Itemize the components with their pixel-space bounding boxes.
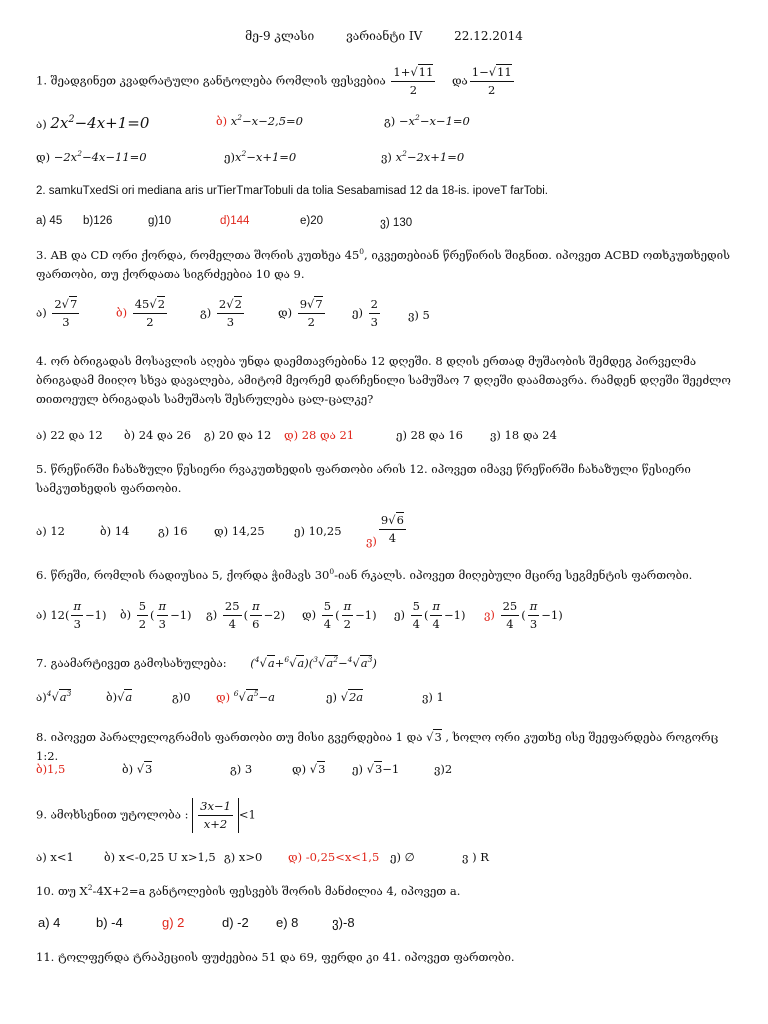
q7-option-a[interactable]: $ა)^4√a^3$ <box>36 689 72 704</box>
question-3: 3. AB და CD ორი ქორდა, რომელთა შორის კუთხეა $45^0$, იკვეთებიან წრეწირის შიგნით. იპოვეთ ACBD ოთხკუთხედის ფართობი, თუ ქორდათა სიგრძეებია 10 და 9. <box>36 247 731 281</box>
q1-option-a[interactable]: ა) $2x^2-4x+1=0$ <box>36 114 150 132</box>
q8-option-v[interactable]: ვ)2 <box>434 762 453 776</box>
q7-option-v[interactable]: ვ) 1 <box>422 690 444 704</box>
question-6: 6. წრეში, რომლის რადიუსია 5, ქორდა ჭიმავს $30^0$-იან რკალს. იპოვეთ მიღებული მცირე სეგმენტის ფართობი. <box>36 567 693 582</box>
q1-option-v[interactable]: ვ) $x^2-2x+1=0$ <box>381 149 465 164</box>
q6-option-v[interactable]: ვ) $\frac{25}{4}$ ( $\frac{\pi}{3}$ −1) <box>484 599 563 631</box>
q5-options <box>36 512 736 552</box>
question-1: 1. შეადგინეთ კვადრატული განტოლება რომლის ფესვებია $\frac{1+√11}{2}$ და $\frac{1-√11}{2}$ <box>36 65 512 97</box>
root-2-fraction: $\frac{1-√11}{2}$ <box>471 65 512 97</box>
q4-option-a[interactable]: ა) 22 და 12 <box>36 428 103 442</box>
page-header <box>0 29 768 43</box>
question-4: 4. ორ ბრიგადას მოსავლის აღება უნდა დაემთავრებინა 12 დღეში. 8 დღის ერთად მუშაობის შემდეგ პირველმა ბრიგადამ მიიღო სხვა დავალება, ამიტომ მეორემ დარჩენილი სამუშაო 7 დღეში დაამთავრა. რამდენ დღეში შეეძლო თითოეულ ბრიგადას სამუშაოს შესრულება ცალ-ცალკე? <box>36 354 731 406</box>
q2-options <box>36 215 736 239</box>
q7-option-b[interactable]: ბ)√a <box>106 690 133 704</box>
q3-option-g[interactable]: გ) $\frac{2√2}{3}$ <box>200 297 242 329</box>
q2-option-e[interactable]: e)20 <box>300 215 324 227</box>
q3-option-b[interactable]: ბ) $\frac{45√2}{2}$ <box>116 297 166 329</box>
q3-option-a[interactable]: ა) $\frac{2√7}{3}$ <box>36 297 78 329</box>
q8-option-g[interactable]: გ) 3 <box>230 762 253 776</box>
q2-option-v[interactable]: ვ) 130 <box>380 217 413 229</box>
q6-option-d[interactable]: დ) $\frac{5}{4}$ ( $\frac{\pi}{2}$ −1) <box>302 599 377 631</box>
q3-option-e[interactable]: ე) $\frac{2}{3}$ <box>352 297 378 329</box>
q8-options <box>36 762 736 786</box>
q1-options-row-2 <box>36 150 736 174</box>
q8-option-b[interactable]: ბ) √3 <box>122 762 153 776</box>
variant-label: ვარიანტი IV <box>346 29 423 43</box>
q3-option-d[interactable]: დ) $\frac{9√7}{2}$ <box>278 297 323 329</box>
q3-option-v[interactable]: ვ) 5 <box>408 308 430 322</box>
q4-option-v[interactable]: ვ) 18 და 24 <box>490 428 557 442</box>
q2-option-d[interactable]: d)144 <box>220 215 250 227</box>
root-1-fraction: $\frac{1+√11}{2}$ <box>393 65 434 97</box>
q10-option-v[interactable]: ვ)-8 <box>332 915 355 930</box>
q6-option-a[interactable]: ა) 12( $\frac{\pi}{3}$ −1) <box>36 599 107 631</box>
q9-options <box>36 850 736 874</box>
q1-option-b[interactable]: ბ) $x^2-x-2,5=0$ <box>216 113 303 128</box>
q9-inequality: $\frac{3x-1}{x+2}$ <box>192 798 239 833</box>
q5-option-e[interactable]: ე) 10,25 <box>294 524 342 538</box>
q10-options <box>36 915 736 939</box>
q10-option-a[interactable]: a) 4 <box>38 915 61 930</box>
question-9: 9. ამოხსენით უტოლობა : $\frac{3x-1}{x+2}$ <1 <box>36 799 256 831</box>
q4-option-e[interactable]: ე) 28 და 16 <box>396 428 463 442</box>
q9-option-a[interactable]: ა) x<1 <box>36 850 74 864</box>
q6-options <box>36 598 736 634</box>
date-label: 22.12.2014 <box>454 29 523 43</box>
question-11: 11. ტოლფერდა ტრაპეციის ფუძეებია 51 და 69, ფერდი კი 41. იპოვეთ ფართობი. <box>36 950 515 964</box>
grade-label: მე-9 კლასი <box>245 29 315 43</box>
q4-option-d[interactable]: დ) 28 და 21 <box>284 428 355 442</box>
q1-option-d[interactable]: დ) $-2x^2-4x-11=0$ <box>36 149 147 164</box>
q10-option-e[interactable]: e) 8 <box>276 915 299 930</box>
q4-options <box>36 428 736 452</box>
q5-option-g[interactable]: გ) 16 <box>158 524 188 538</box>
q5-option-b[interactable]: ბ) 14 <box>100 524 130 538</box>
question-10: 10. თუ $X^2-4X+2=a$ განტოლების ფესვებს შორის მანძილია 4, იპოვეთ a. <box>36 883 461 898</box>
q9-option-g[interactable]: გ) x>0 <box>224 850 263 864</box>
q9-option-b[interactable]: ბ) x<-0,25 U x>1,5 <box>104 850 216 864</box>
q9-option-e[interactable]: ე) ∅ <box>390 850 415 864</box>
q1-options-row-1 <box>36 114 736 138</box>
q7-option-d[interactable]: დ) $^6√a^5-a$ <box>216 689 275 704</box>
q5-option-d[interactable]: დ) 14,25 <box>214 524 265 538</box>
q4-option-b[interactable]: ბ) 24 და 26 <box>124 428 192 442</box>
q7-option-e[interactable]: ე) √2a <box>326 690 364 704</box>
q2-option-a[interactable]: a) 45 <box>36 215 63 227</box>
q1-option-g[interactable]: გ) $-x^2-x-1=0$ <box>384 113 470 128</box>
q10-option-b[interactable]: b) -4 <box>96 915 123 930</box>
q9-option-v[interactable]: ვ ) R <box>462 850 489 864</box>
q8-option-b-answer[interactable]: ბ)1,5 <box>36 762 66 776</box>
q7-option-g[interactable]: გ)0 <box>172 690 191 704</box>
question-2: 2. samkuTxedSi ori mediana aris urTierTmarTobuli da tolia Sesabamisad 12 da 18-is. ipoveT farTobi. <box>36 185 548 197</box>
q6-option-b[interactable]: ბ) $\frac{5}{2}$ ( $\frac{\pi}{3}$ −1) <box>120 599 192 631</box>
q8-option-d[interactable]: დ) √3 <box>292 762 326 776</box>
q10-option-d[interactable]: d) -2 <box>222 915 249 930</box>
q2-option-b[interactable]: b)126 <box>83 215 113 227</box>
q9-option-d[interactable]: დ) -0,25<x<1,5 <box>288 850 380 864</box>
q5-option-a[interactable]: ა) 12 <box>36 524 65 538</box>
question-5: 5. წრეწირში ჩახაზული წესიერი რვაკუთხედის ფართობი არის 12. იპოვეთ იმავე წრეწირში ჩახაზული წესიერი სამკუთხედის ფართობი. <box>36 462 691 495</box>
q6-option-e[interactable]: ე) $\frac{5}{4}$ ( $\frac{\pi}{4}$ −1) <box>394 599 466 631</box>
q8-option-e[interactable]: ე) √3−1 <box>352 762 400 776</box>
question-8: 8. იპოვეთ პარალელოგრამის ფართობი თუ მისი გვერდებია 1 და √3 , ხოლო ორი კუთხე ისე შეეფარდება როგორც 1:2. <box>36 730 719 763</box>
q2-option-g[interactable]: g)10 <box>148 215 172 227</box>
q10-option-g[interactable]: g) 2 <box>162 915 185 930</box>
q4-option-g[interactable]: გ) 20 და 12 <box>204 428 272 442</box>
q7-options <box>36 690 736 714</box>
question-7: 7. გაამარტივეთ გამოსახულება: $(^4√a+^6√a)(^3√a^2-^4√a^3)$ <box>36 655 377 670</box>
q7-expression: $(^4√a+^6√a)(^3√a^2-^4√a^3)$ <box>250 655 377 670</box>
q1-option-e[interactable]: $ე)x^2-x+1=0$ <box>224 149 297 164</box>
q3-options <box>36 296 736 336</box>
q5-option-v[interactable]: ვ) $\frac{9√6}{4}$ <box>366 513 404 548</box>
q6-option-g[interactable]: გ) $\frac{25}{4}$ ( $\frac{\pi}{6}$ −2) <box>206 599 286 631</box>
